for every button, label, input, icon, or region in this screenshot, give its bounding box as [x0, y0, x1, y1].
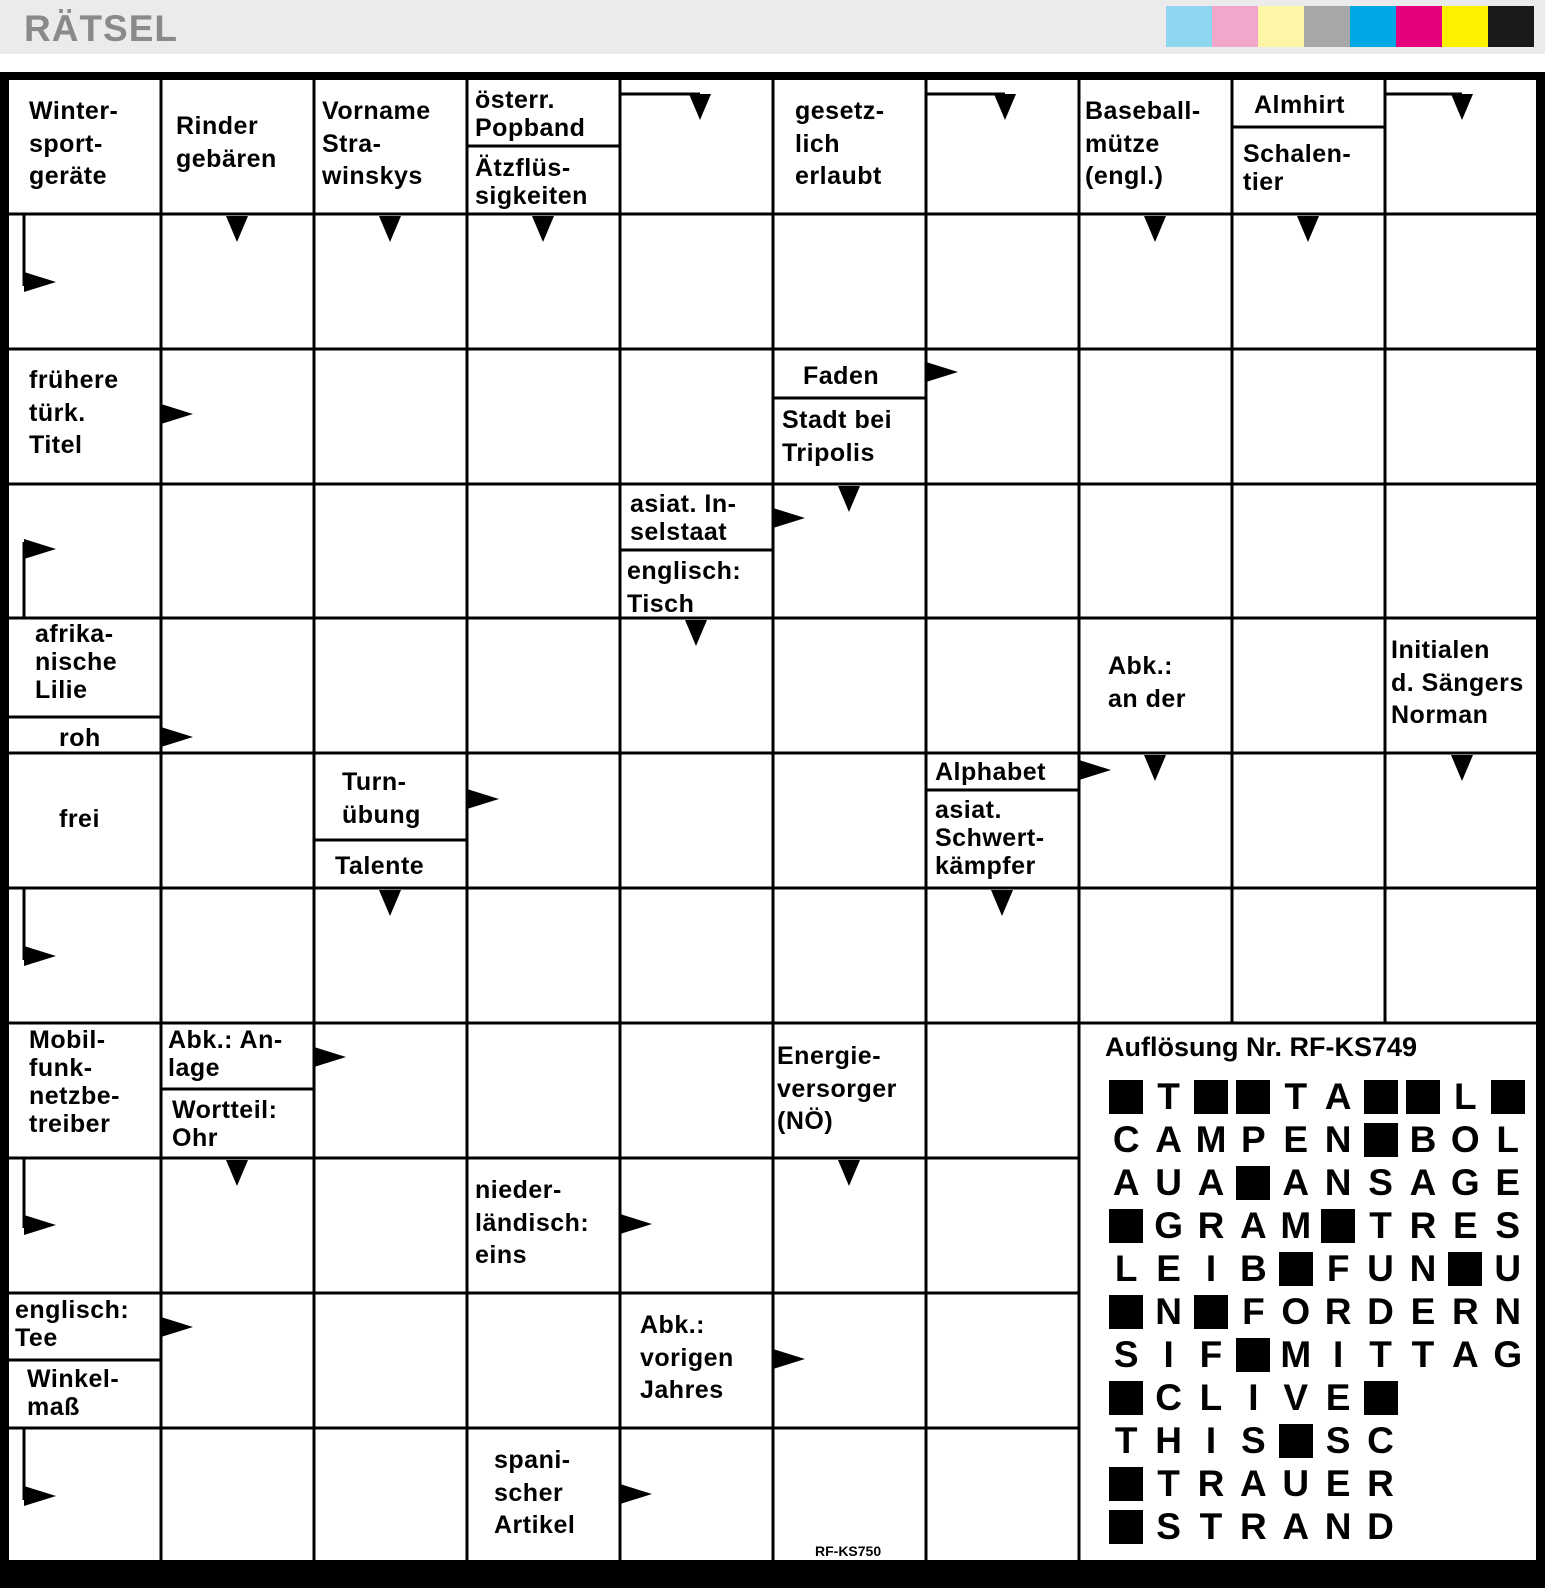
clue-rinder: Rinder gebären — [176, 112, 277, 173]
solution-black-cell — [1444, 1249, 1486, 1289]
clue-wortteil: Wortteil: Ohr — [172, 1096, 278, 1152]
solution-letter: A — [1112, 1162, 1140, 1203]
page-title: RÄTSEL — [24, 8, 178, 49]
clue-lilie: afrika- nische Lilie — [35, 620, 118, 704]
solution-letter: N — [1494, 1291, 1522, 1332]
clue-almhirt: Almhirt — [1254, 91, 1345, 119]
solution-row — [1105, 1120, 1529, 1160]
solution-row — [1105, 1077, 1529, 1117]
arrow-down-icon — [532, 216, 554, 242]
clue-winkel: Winkel- maß — [27, 1365, 120, 1421]
solution-letter: U — [1367, 1248, 1394, 1289]
solution-black-cell — [1402, 1077, 1444, 1117]
solution-letter: T — [1411, 1334, 1435, 1375]
solution-letter: E — [1325, 1463, 1351, 1504]
solution-letter: N — [1324, 1162, 1352, 1203]
arrow-down-icon — [379, 216, 401, 242]
clue-tisch: englisch: Tisch — [627, 557, 742, 618]
arrow-down-icon — [226, 216, 248, 242]
solution-row — [1105, 1249, 1529, 1289]
arrow-right-icon — [773, 508, 805, 528]
solution-letter: N — [1409, 1248, 1437, 1289]
solution-letter: A — [1409, 1162, 1437, 1203]
solution-letter: U — [1155, 1162, 1182, 1203]
solution-black-cell — [1317, 1206, 1359, 1246]
solution-letter: A — [1155, 1119, 1182, 1160]
solution-black-cell — [1232, 1163, 1274, 1203]
arrow-right-icon — [161, 1317, 193, 1337]
solution-letter: M — [1280, 1334, 1312, 1375]
clue-artikel: spani- scher Artikel — [494, 1446, 576, 1539]
clue-wintersportgeraete: Winter- sport- geräte — [29, 97, 119, 190]
clue-ander: Abk.: an der — [1108, 652, 1187, 713]
clue-vorjahr: Abk.: vorigen Jahres — [640, 1311, 734, 1404]
solution-letter: R — [1197, 1205, 1225, 1246]
solution-letter: E — [1452, 1205, 1478, 1246]
solution-letter: A — [1240, 1205, 1267, 1246]
solution-row — [1105, 1163, 1529, 1203]
solution-letter: T — [1369, 1334, 1392, 1375]
solution-black-cell — [1359, 1077, 1401, 1117]
clue-roh: roh — [59, 724, 101, 752]
clue-alphabet: Alphabet — [935, 758, 1046, 786]
solution-letter: A — [1282, 1162, 1310, 1203]
clue-tripolis: Stadt bei Tripolis — [782, 406, 893, 467]
arrow-down-icon — [838, 1160, 860, 1186]
clue-aetz: Ätzflüs- sigkeiten — [475, 154, 588, 210]
arrow-right-icon — [773, 1349, 805, 1369]
arrow-right-icon — [24, 272, 56, 292]
solution-letter: M — [1195, 1119, 1227, 1160]
solution-letter: A — [1240, 1463, 1267, 1504]
solution-black-cell — [1232, 1335, 1274, 1375]
arrow-right-icon — [1079, 760, 1111, 780]
arrow-right-icon — [620, 1484, 652, 1504]
solution-letter: I — [1333, 1334, 1344, 1375]
clue-turn: Turn- übung — [342, 768, 421, 829]
solution-black-cell — [1105, 1378, 1147, 1418]
solution-letter: P — [1241, 1119, 1266, 1160]
puzzle-code: RF-KS750 — [815, 1543, 882, 1559]
arrow-right-icon — [161, 404, 193, 424]
solution-black-cell — [1190, 1077, 1232, 1117]
solution-letter: S — [1156, 1506, 1181, 1547]
solution-letter: R — [1197, 1463, 1225, 1504]
solution-row — [1105, 1335, 1529, 1375]
solution-letter: N — [1155, 1291, 1182, 1332]
arrow-right-icon — [314, 1047, 346, 1067]
arrow-down-icon — [685, 620, 707, 646]
solution-letter: T — [1114, 1420, 1138, 1461]
solution-row — [1105, 1206, 1529, 1246]
solution-letter: S — [1241, 1420, 1266, 1461]
clue-schwert: asiat. Schwert- kämpfer — [935, 796, 1045, 880]
solution-letter: S — [1325, 1420, 1351, 1461]
solution-black-cell — [1105, 1292, 1147, 1332]
arrow-right-icon — [620, 1214, 652, 1234]
solution-black-cell — [1105, 1206, 1147, 1246]
arrow-down-icon — [689, 94, 711, 120]
solution-letter: F — [1199, 1334, 1223, 1375]
solution-letter: L — [1199, 1377, 1223, 1418]
arrow-down-icon — [379, 890, 401, 916]
solution-letter: H — [1155, 1420, 1182, 1461]
solution-letter: L — [1496, 1119, 1520, 1160]
solution-black-cell — [1105, 1077, 1147, 1117]
solution-black-cell — [1359, 1378, 1401, 1418]
solution-row — [1105, 1292, 1529, 1332]
clue-baseball: Baseball- mütze (engl.) — [1085, 97, 1201, 190]
solution-black-cell — [1487, 1077, 1529, 1117]
solution-letter: A — [1197, 1162, 1225, 1203]
solution-letter: M — [1280, 1205, 1312, 1246]
solution-row — [1105, 1378, 1402, 1418]
solution-letter: R — [1409, 1205, 1437, 1246]
clue-faden: Faden — [803, 362, 880, 390]
solution-letter: C — [1112, 1119, 1140, 1160]
solution-letter: E — [1325, 1377, 1351, 1418]
arrow-right-icon — [24, 946, 56, 966]
solution-letter: B — [1409, 1119, 1437, 1160]
solution-letter: U — [1494, 1248, 1522, 1289]
arrow-down-icon — [1297, 216, 1319, 242]
solution-letter: R — [1240, 1506, 1267, 1547]
solution-letter: T — [1157, 1463, 1180, 1504]
solution-letter: T — [1284, 1076, 1308, 1117]
solution-letter: F — [1326, 1248, 1350, 1289]
clue-energie: Energie- versorger (NÖ) — [777, 1042, 897, 1135]
solution-black-cell — [1359, 1120, 1401, 1160]
solution-letter: L — [1454, 1076, 1477, 1117]
arrow-down-icon — [1451, 755, 1473, 781]
arrow-down-icon — [1144, 216, 1166, 242]
solution-letter: D — [1367, 1506, 1394, 1547]
solution-letter: C — [1155, 1377, 1182, 1418]
arrow-down-icon — [226, 1160, 248, 1186]
solution-black-cell — [1105, 1464, 1147, 1504]
solution-letter: O — [1281, 1291, 1311, 1332]
arrow-down-icon — [1451, 94, 1473, 120]
solution-letter: I — [1248, 1377, 1259, 1418]
solution-black-cell — [1105, 1507, 1147, 1547]
solution-letter: S — [1368, 1162, 1393, 1203]
clue-inselstaat: asiat. In- selstaat — [630, 490, 737, 546]
solution-row — [1105, 1421, 1402, 1461]
solution-black-cell — [1275, 1249, 1317, 1289]
arrow-down-icon — [991, 890, 1013, 916]
solution-letter: T — [1369, 1205, 1392, 1246]
solution-letter: D — [1367, 1291, 1394, 1332]
solution-letter: I — [1205, 1248, 1217, 1289]
solution-row — [1105, 1507, 1402, 1547]
solution-letter: O — [1450, 1119, 1480, 1160]
solution-letter: A — [1282, 1506, 1310, 1547]
solution-black-cell — [1232, 1077, 1274, 1117]
clue-initialen: Initialen d. Sängers Norman — [1391, 636, 1524, 729]
solution-letter: S — [1495, 1205, 1521, 1246]
solution-letter: N — [1324, 1506, 1352, 1547]
solution-letter: U — [1282, 1463, 1310, 1504]
solution-letter: R — [1324, 1291, 1352, 1332]
clue-tee: englisch: Tee — [15, 1296, 130, 1352]
arrow-down-icon — [1144, 755, 1166, 781]
solution-letter: E — [1495, 1162, 1521, 1203]
clue-mobil: Mobil- funk- netzbe- treiber — [29, 1026, 120, 1138]
solution-letter: E — [1410, 1291, 1436, 1332]
solution-letter: T — [1199, 1506, 1223, 1547]
clue-schalentier: Schalen- tier — [1243, 140, 1352, 196]
clue-anlage: Abk.: An- lage — [168, 1026, 283, 1082]
arrow-down-icon — [838, 486, 860, 512]
solution-letter: T — [1157, 1076, 1180, 1117]
solution-letter: R — [1451, 1291, 1479, 1332]
arrow-right-icon — [926, 362, 958, 382]
solution-letter: F — [1242, 1291, 1265, 1332]
solution-letter: I — [1205, 1420, 1217, 1461]
solution-letter: B — [1240, 1248, 1267, 1289]
solution-black-cell — [1275, 1421, 1317, 1461]
solution-letter: A — [1451, 1334, 1479, 1375]
solution-black-cell — [1190, 1292, 1232, 1332]
solution-title: Auflösung Nr. RF-KS749 — [1105, 1032, 1418, 1062]
solution-letter: N — [1324, 1119, 1352, 1160]
solution-letter: R — [1367, 1463, 1394, 1504]
arrow-right-icon — [161, 727, 193, 747]
arrow-right-icon — [24, 1486, 56, 1506]
solution-letter: G — [1493, 1334, 1523, 1375]
solution-row — [1105, 1464, 1402, 1504]
arrow-right-icon — [467, 789, 499, 809]
solution-letter: E — [1156, 1248, 1181, 1289]
solution-letter: G — [1154, 1205, 1183, 1246]
solution-letter: L — [1114, 1248, 1138, 1289]
solution-letter: G — [1450, 1162, 1480, 1203]
clue-gesetz: gesetz- lich erlaubt — [795, 97, 885, 190]
solution-letter: E — [1283, 1119, 1309, 1160]
clue-nieder: nieder- ländisch: eins — [475, 1176, 590, 1269]
clue-vorname: Vorname Stra- winskys — [322, 97, 431, 190]
arrow-down-icon — [994, 94, 1016, 120]
arrow-right-icon — [24, 1215, 56, 1235]
clue-titel: frühere türk. Titel — [29, 366, 119, 459]
solution-letter: S — [1113, 1334, 1139, 1375]
solution-letter: A — [1324, 1076, 1352, 1117]
solution-letter: I — [1163, 1334, 1174, 1375]
clue-popband: österr. Popband — [475, 86, 586, 142]
solution-letter: V — [1283, 1377, 1309, 1418]
clue-talente: Talente — [335, 852, 425, 880]
arrow-right-icon — [24, 539, 56, 559]
solution-letter: C — [1367, 1420, 1394, 1461]
clue-frei: frei — [59, 805, 100, 833]
